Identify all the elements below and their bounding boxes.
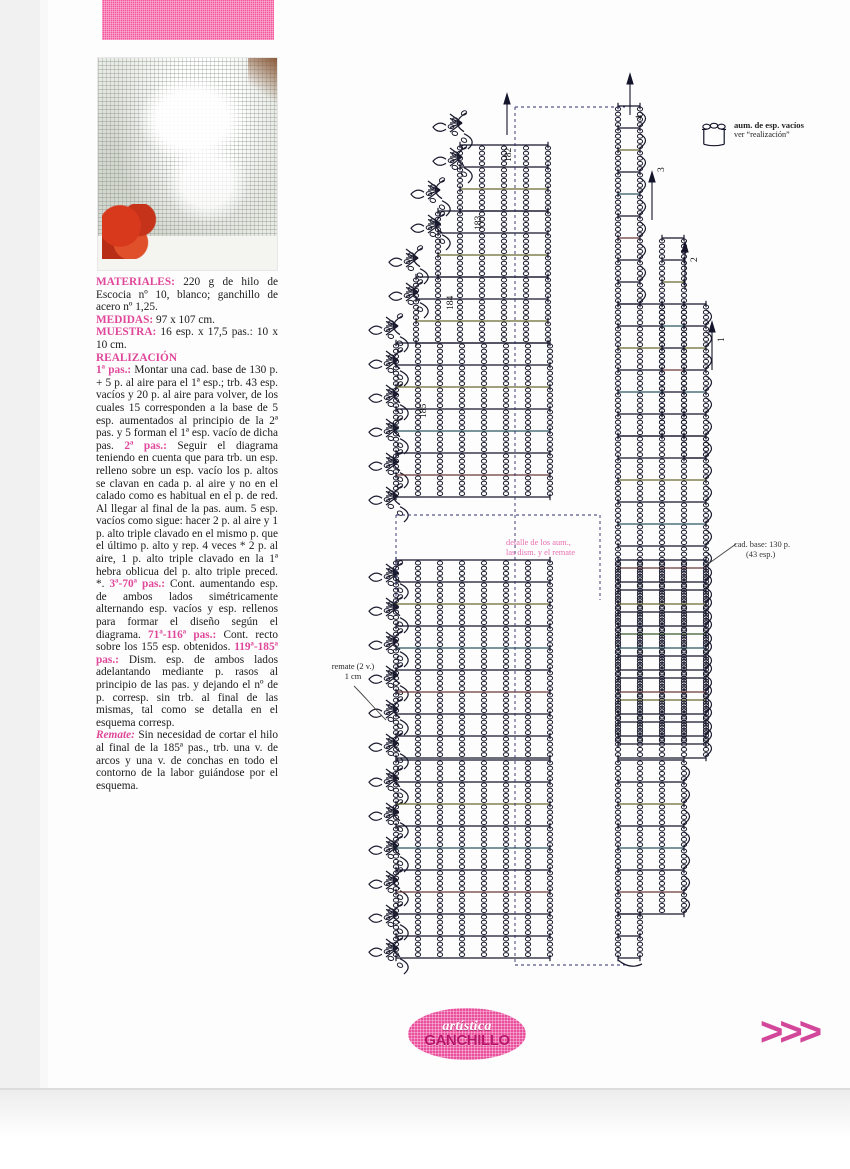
pas71-text: Cont. recto sobre los 155 esp. obtenidos.: [96, 628, 278, 654]
logo-line-2: GANCHILLO: [424, 1031, 510, 1049]
instructions-paragraph: [96, 276, 278, 792]
annotation-remate-line-1: remate (2 v.): [331, 662, 375, 671]
pas3-label: 3ª-70ª pas.:: [109, 578, 165, 591]
instructions-column: [96, 276, 278, 792]
annotation-remate: [313, 662, 393, 682]
muestra-label: MUESTRA:: [96, 326, 157, 339]
legend-line-1: aum. de esp. vacíos: [734, 120, 804, 130]
diagram-right-upper-block: [615, 103, 711, 747]
filet-crochet-lace-photo: [97, 57, 278, 271]
diagram-left-grid-upper: [393, 142, 552, 500]
row-number-4: 4: [635, 115, 645, 120]
row-number-185: 185: [419, 403, 429, 418]
annotation-cadbase-leader-line: [706, 540, 740, 566]
row-number-3: 3: [657, 167, 667, 172]
row-number-183: 183: [474, 215, 484, 230]
row-number-1: 1: [717, 337, 727, 342]
magazine-logo: [408, 1008, 526, 1060]
photo-lace-motif-secondary: [166, 143, 248, 224]
pas2-text: Seguir el diagrama teniendo en cuenta que para trb. un esp. relleno sobre un esp. vacío los p. altos se clavan en cada p. al aire y no en el calado como es habitual en el p. de red. Al llegar al final de la pas. aum. 5 esp. vacíos como sigue: hacer 2 p. al aire y 1 p. alto triple clavado en el mismo p. que el último p. alto y rep. 4 veces * 2 p. al aire, 1 p. alto triple clavado en la 1ª hebra oblicua del p. alto triple preced. *.: [96, 439, 278, 591]
row-number-2: 2: [690, 257, 700, 262]
diagram-left-scallop-edging-lower: [369, 560, 408, 974]
page-bottom-shadow: [0, 1090, 850, 1169]
materiales-label: MATERIALES:: [96, 276, 175, 288]
muestra-text: 16 esp. x 17,5 pas.: 10 x 10 cm.: [96, 326, 278, 351]
annotation-remate-leader-line: [352, 684, 398, 724]
pas119-label: 119ª-185ª pas.:: [96, 641, 278, 666]
legend: [700, 120, 845, 140]
logo-line-1: artística: [442, 1018, 492, 1034]
next-page-arrows[interactable]: >>>: [760, 1010, 819, 1054]
annotation-cadbase-line-1: cad. base: 130 p.: [734, 540, 791, 549]
annotation-detalle-line-2: las dism. y el remate: [506, 547, 576, 557]
remate-label: Remate:: [96, 729, 135, 742]
page-left-edge-band-inner: [40, 0, 48, 1090]
annotation-cadena-base: [734, 540, 844, 560]
row-number-184: 184: [446, 295, 456, 310]
pas1-label: 1ª pas.:: [96, 364, 132, 377]
annotation-remate-line-2: 1 cm: [344, 671, 362, 681]
pas2-label: 2ª pas.:: [124, 439, 167, 452]
aum-esp-vacios-symbol-icon: [700, 122, 728, 148]
remate-text: Sin necesidad de cortar el hilo al final de la 185ª pas., trb. una v. de arcos y una v. de conchas en todo el contorno de la labor guiándose por el esquema.: [96, 729, 278, 792]
diagram-left-grid-lower: [393, 557, 552, 961]
pink-halftone-block: [102, 0, 274, 40]
realizacion-label: REALIZACIÓN: [96, 351, 177, 364]
legend-line-2: ver “realización”: [734, 130, 790, 139]
row-number-182: 182: [504, 147, 514, 162]
medidas-label: MEDIDAS:: [96, 313, 154, 326]
medidas-text: 97 x 107 cm.: [153, 313, 215, 326]
annotation-detalle-line-1: detalle de los aum.,: [506, 538, 571, 547]
photo-red-flower: [102, 204, 163, 259]
pas119-text: Dism. esp. de ambos lados adelantando mediante p. rasos al principio de las pas. y dejando el nº de p. corresp. sin trb. al final de las mismas, tal como se detalla en el esquema corresp.: [96, 653, 278, 729]
page-left-edge-band: [0, 0, 41, 1090]
pas3-text: Cont. aumentando esp. de ambos lados simétricamente alternando esp. vacíos y esp. rellenos para formar el diseño según el diagrama.: [96, 578, 278, 641]
legend-text: [734, 120, 845, 140]
materiales-text: 220 g de hilo de Escocia nº 10, blanco; ganchillo de acero nº 1,25.: [96, 276, 278, 314]
annotation-detalle-aumentos: [506, 538, 636, 557]
photo-corner-shadow: [248, 58, 277, 105]
pas1-text: Montar una cad. base de 130 p. + 5 p. al aire para el 1ª esp.; trb. 43 esp. vacíos y 20 p. al aire para volver, de los cuales 15 corresponden a la base de 5 esp. aumentados al principio de la 2ª pas. y 5 forman el 1ª esp. vacío de dicha pas.: [96, 364, 278, 452]
annotation-cadbase-line-2: (43 esp.): [746, 549, 776, 559]
pas71-label: 71ª-116ª pas.:: [148, 628, 217, 641]
